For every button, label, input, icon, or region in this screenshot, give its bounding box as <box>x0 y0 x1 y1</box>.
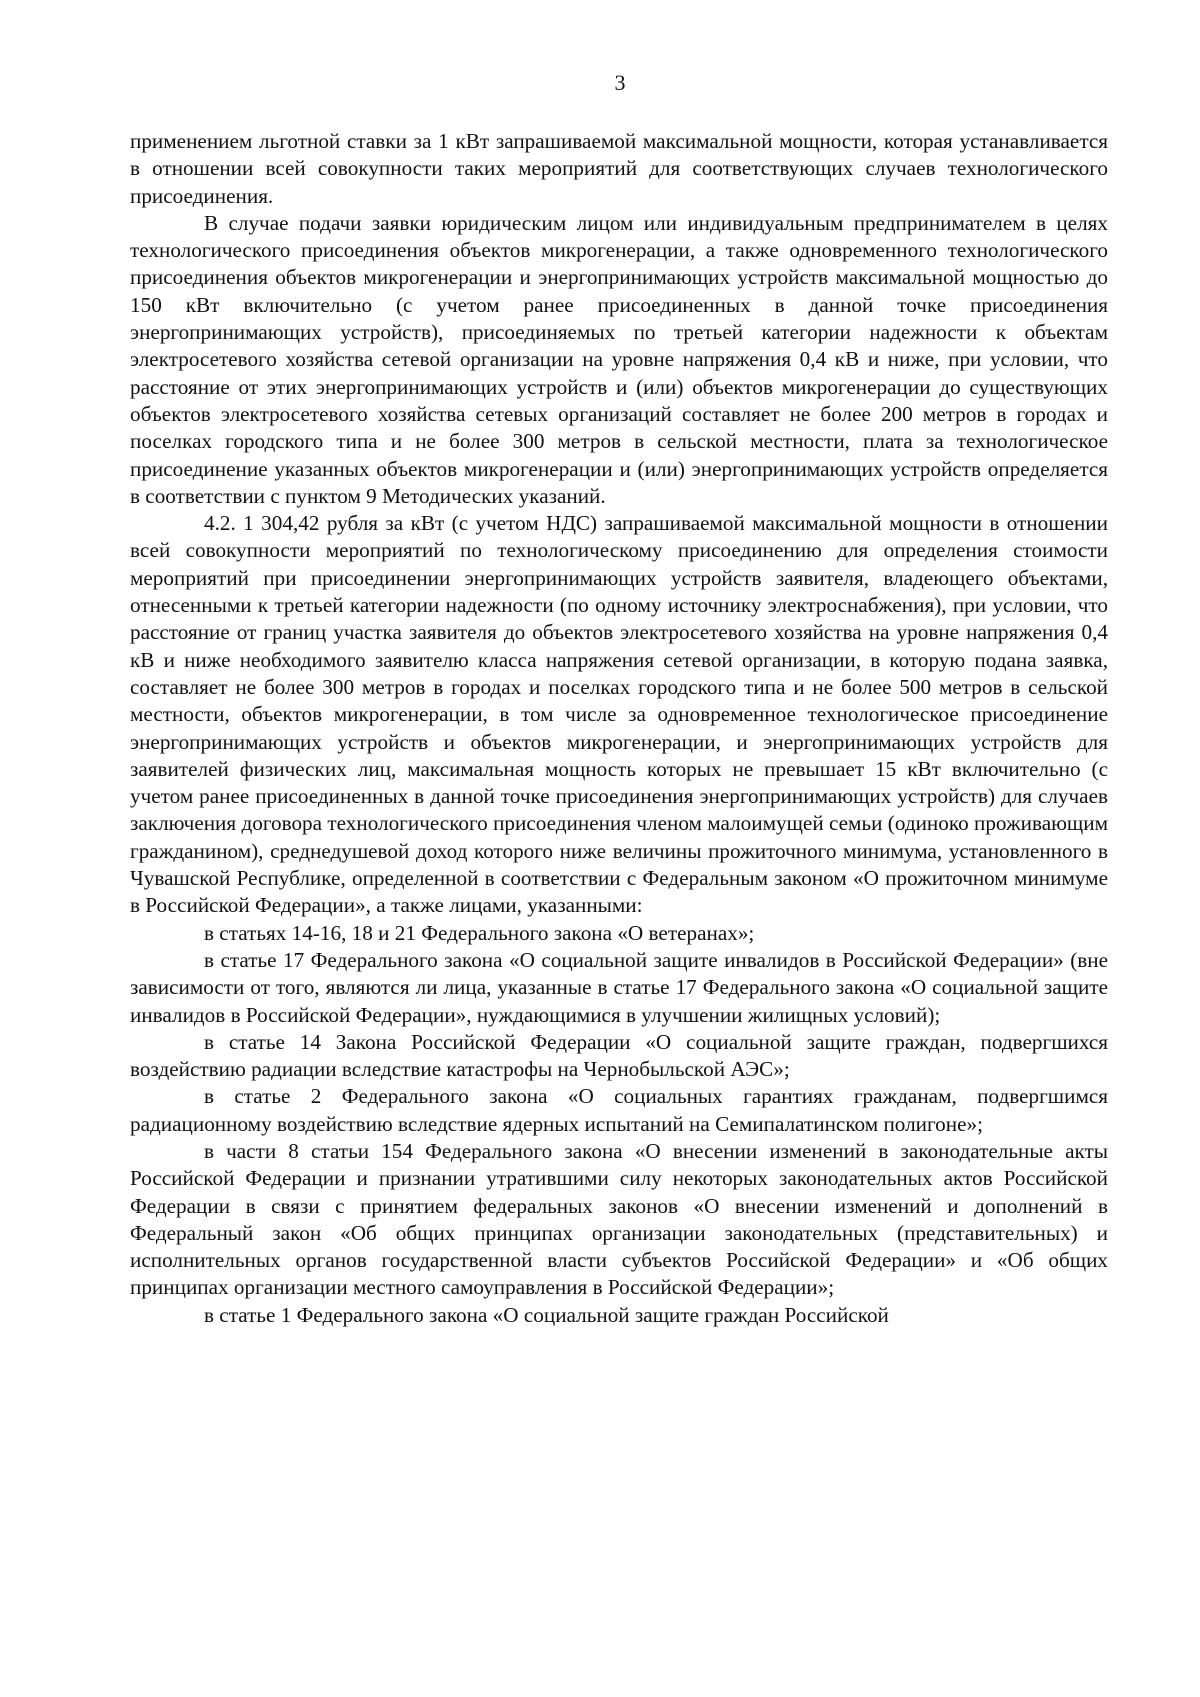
page-number: 3 <box>614 70 626 95</box>
paragraph-microgeneration: В случае подачи заявки юридическим лицом или индивидуальным предпринимателем в целях технологического присоединения объектов микрогенерации, а также одновременного технологического присоединения объектов микрогенерации и энергопринимающих устройств максимальной мощностью до 150 кВт включительно (с учетом ранее присоединенных в данной точке присоединения энергопринимающих устройств), присоединяемых по третьей категории надежности к объектам электросетевого хозяйства сетевой организации на уровне напряжения 0,4 кВ и ниже, при условии, что расстояние от этих энергопринимающих устройств и (или) объектов микрогенерации до существующих объектов электросетевого хозяйства сетевых организаций составляет не более 200 метров в городах и поселках городского типа и не более 300 метров в сельской местности, плата за технологическое присоединение указанных объектов микрогенерации и (или) энергопринимающих устройств определяется в соответствии с пунктом 9 Методических указаний. <box>130 210 1108 508</box>
list-item-semipalatinsk-law: в статье 2 Федерального закона «О социальных гарантиях гражданам, подвергшимся радиационному воздействию вследствие ядерных испытаний на Семипалатинском полигоне»; <box>130 1084 1108 1136</box>
document-body <box>130 128 1108 1329</box>
list-item-disabled-persons-law: в статье 17 Федерального закона «О социальной защите инвалидов в Российской Федерации» (вне зависимости от того, являются ли лица, указанные в статье 17 Федерального закона «О социальной защите инвалидов в Российской Федерации», нуждающимися в улучшении жилищных условий); <box>130 947 1108 1027</box>
list-item-veterans-law: в статьях 14-16, 18 и 21 Федерального закона «О ветеранах»; <box>204 920 755 945</box>
paragraph-clause-4-2: 4.2. 1 304,42 рубля за кВт (с учетом НДС) запрашиваемой максимальной мощности в отношении всей совокупности мероприятий по технологическому присоединению для определения стоимости мероприятий при присоединении энергопринимающих устройств заявителя, владеющего объектами, отнесенными к третьей категории надежности (по одному источнику электроснабжения), при условии, что расстояние от границ участка заявителя до объектов электросетевого хозяйства на уровне напряжения 0,4 кВ и ниже необходимого заявителю класса напряжения сетевой организации, в которую подана заявка, составляет не более 300 метров в городах и поселках городского типа и не более 500 метров в сельской местности, объектов микрогенерации, в том числе за одновременное технологическое присоединение энергопринимающих устройств и объектов микрогенерации, и энергопринимающих устройств для заявителей физических лиц, максимальная мощность которых не превышает 15 кВт включительно (с учетом ранее присоединенных в данной точке присоединения энергопринимающих устройств) для случаев заключения договора технологического присоединения членом малоимущей семьи (одиноко проживающим гражданином), среднедушевой доход которого ниже величины прожиточного минимума, установленного в Чувашской Республике, определенной в соответствии с Федеральным законом «О прожиточном минимуме в Российской Федерации», а также лицами, указанными: <box>130 511 1108 918</box>
list-item-chernobyl-law: в статье 14 Закона Российской Федерации «О социальной защите граждан, подвергшихся воздействию радиации вследствие катастрофы на Чернобыльской АЭС»; <box>130 1029 1108 1082</box>
list-item-article-154-law: в части 8 статьи 154 Федерального закона «О внесении изменений в законодательные акты Российской Федерации и признании утратившими силу некоторых законодательных актов Российской Федерации в связи с принятием федеральных законов «О внесении изменений и дополнений в Федеральный закон «Об общих принципах организации законодательных (представительных) и исполнительных органов государственной власти субъектов Российской Федерации» и «Об общих принципах организации местного самоуправления в Российской Федерации»; <box>130 1138 1108 1300</box>
paragraph-continuation: применением льготной ставки за 1 кВт запрашиваемой максимальной мощности, которая устанавливается в отношении всей совокупности таких мероприятий для соответствующих случаев технологического присоединения. <box>130 129 1108 208</box>
list-item-social-protection-law: в статье 1 Федерального закона «О социальной защите граждан Российской <box>204 1302 889 1327</box>
